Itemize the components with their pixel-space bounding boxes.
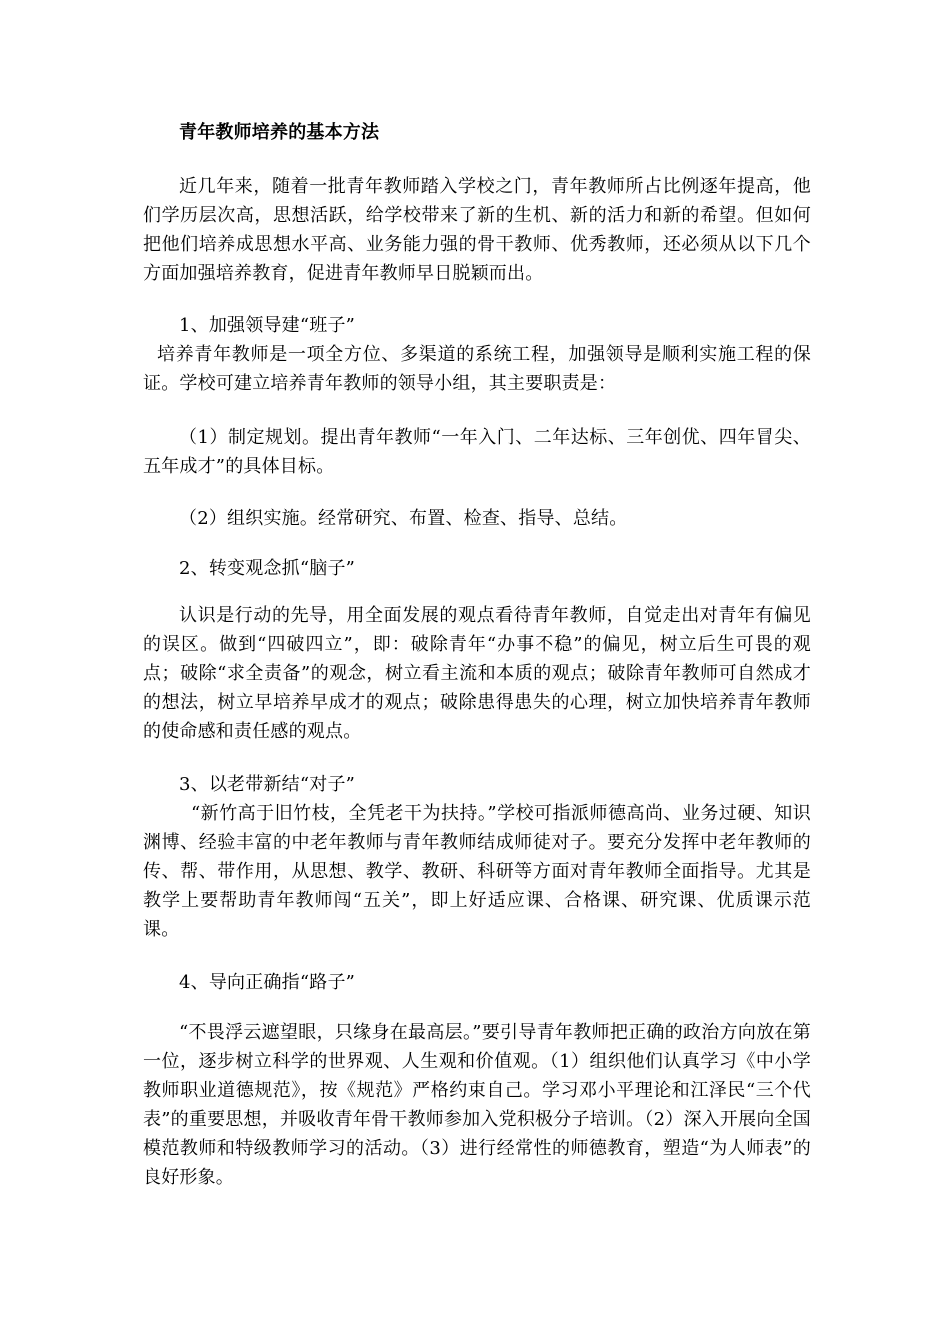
section-1-paragraph-1: 培养青年教师是一项全方位、多渠道的系统工程，加强领导是顺利实施工程的保证。学校可建立培养青年教师的领导小组，其主要职责是： [143, 344, 811, 394]
intro-paragraph: 近几年来，随着一批青年教师踏入学校之门，青年教师所占比例逐年提高，他们学历层次高，思想活跃，给学校带来了新的生机、新的活力和新的希望。但如何把他们培养成思想水平高、业务能力强的骨干教师、优秀教师，还必须从以下几个方面加强培养教育，促进青年教师早日脱颖而出。 [143, 176, 811, 284]
section-2-heading: 2、转变观念抓“脑子” [179, 558, 356, 579]
section-1-paragraph-3: （2）组织实施。经常研究、布置、检查、指导、总结。 [179, 508, 628, 529]
section-3-paragraph-1: “新竹高于旧竹枝，全凭老干为扶持。”学校可指派师德高尚、业务过硬、知识渊博、经验丰富的中老年教师与青年教师结成师徒对子。要充分发挥中老年教师的传、帮、带作用，从思想、教学、教研、科研等方面对青年教师全面指导。尤其是教学上要帮助青年教师闯“五关”，即上好适应课、合格课、研究课、优质课示范课。 [143, 803, 811, 940]
section-1-paragraph-2: （1）制定规划。提出青年教师“一年入门、二年达标、三年创优、四年冒尖、五年成才”的具体目标。 [143, 427, 811, 477]
section-2-paragraph-1: 认识是行动的先导，用全面发展的观点看待青年教师，自觉走出对青年有偏见的误区。做到“四破四立”，即：破除青年“办事不稳”的偏见，树立后生可畏的观点；破除“求全责备”的观念，树立看主流和本质的观点；破除青年教师可自然成才的想法，树立早培养早成才的观点；破除患得患失的心理，树立加快培养青年教师的使命感和责任感的观点。 [143, 605, 811, 742]
document-title: 青年教师培养的基本方法 [179, 122, 380, 143]
section-4-paragraph-1: “不畏浮云遮望眼，只缘身在最高层。”要引导青年教师把正确的政治方向放在第一位，逐步树立科学的世界观、人生观和价值观。（1）组织他们认真学习《中小学教师职业道德规范》，按《规范》严格约束自己。学习邓小平理论和江泽民“三个代表”的重要思想，并吸收青年骨干教师参加入党积极分子培训。（2）深入开展向全国模范教师和特级教师学习的活动。（3）进行经常性的师德教育，塑造“为人师表”的良好形象。 [143, 1022, 811, 1188]
section-3-heading: 3、以老带新结“对子” [179, 774, 356, 795]
section-1-heading: 1、加强领导建“班子” [179, 315, 356, 336]
section-4-heading: 4、导向正确指“路子” [179, 972, 356, 993]
